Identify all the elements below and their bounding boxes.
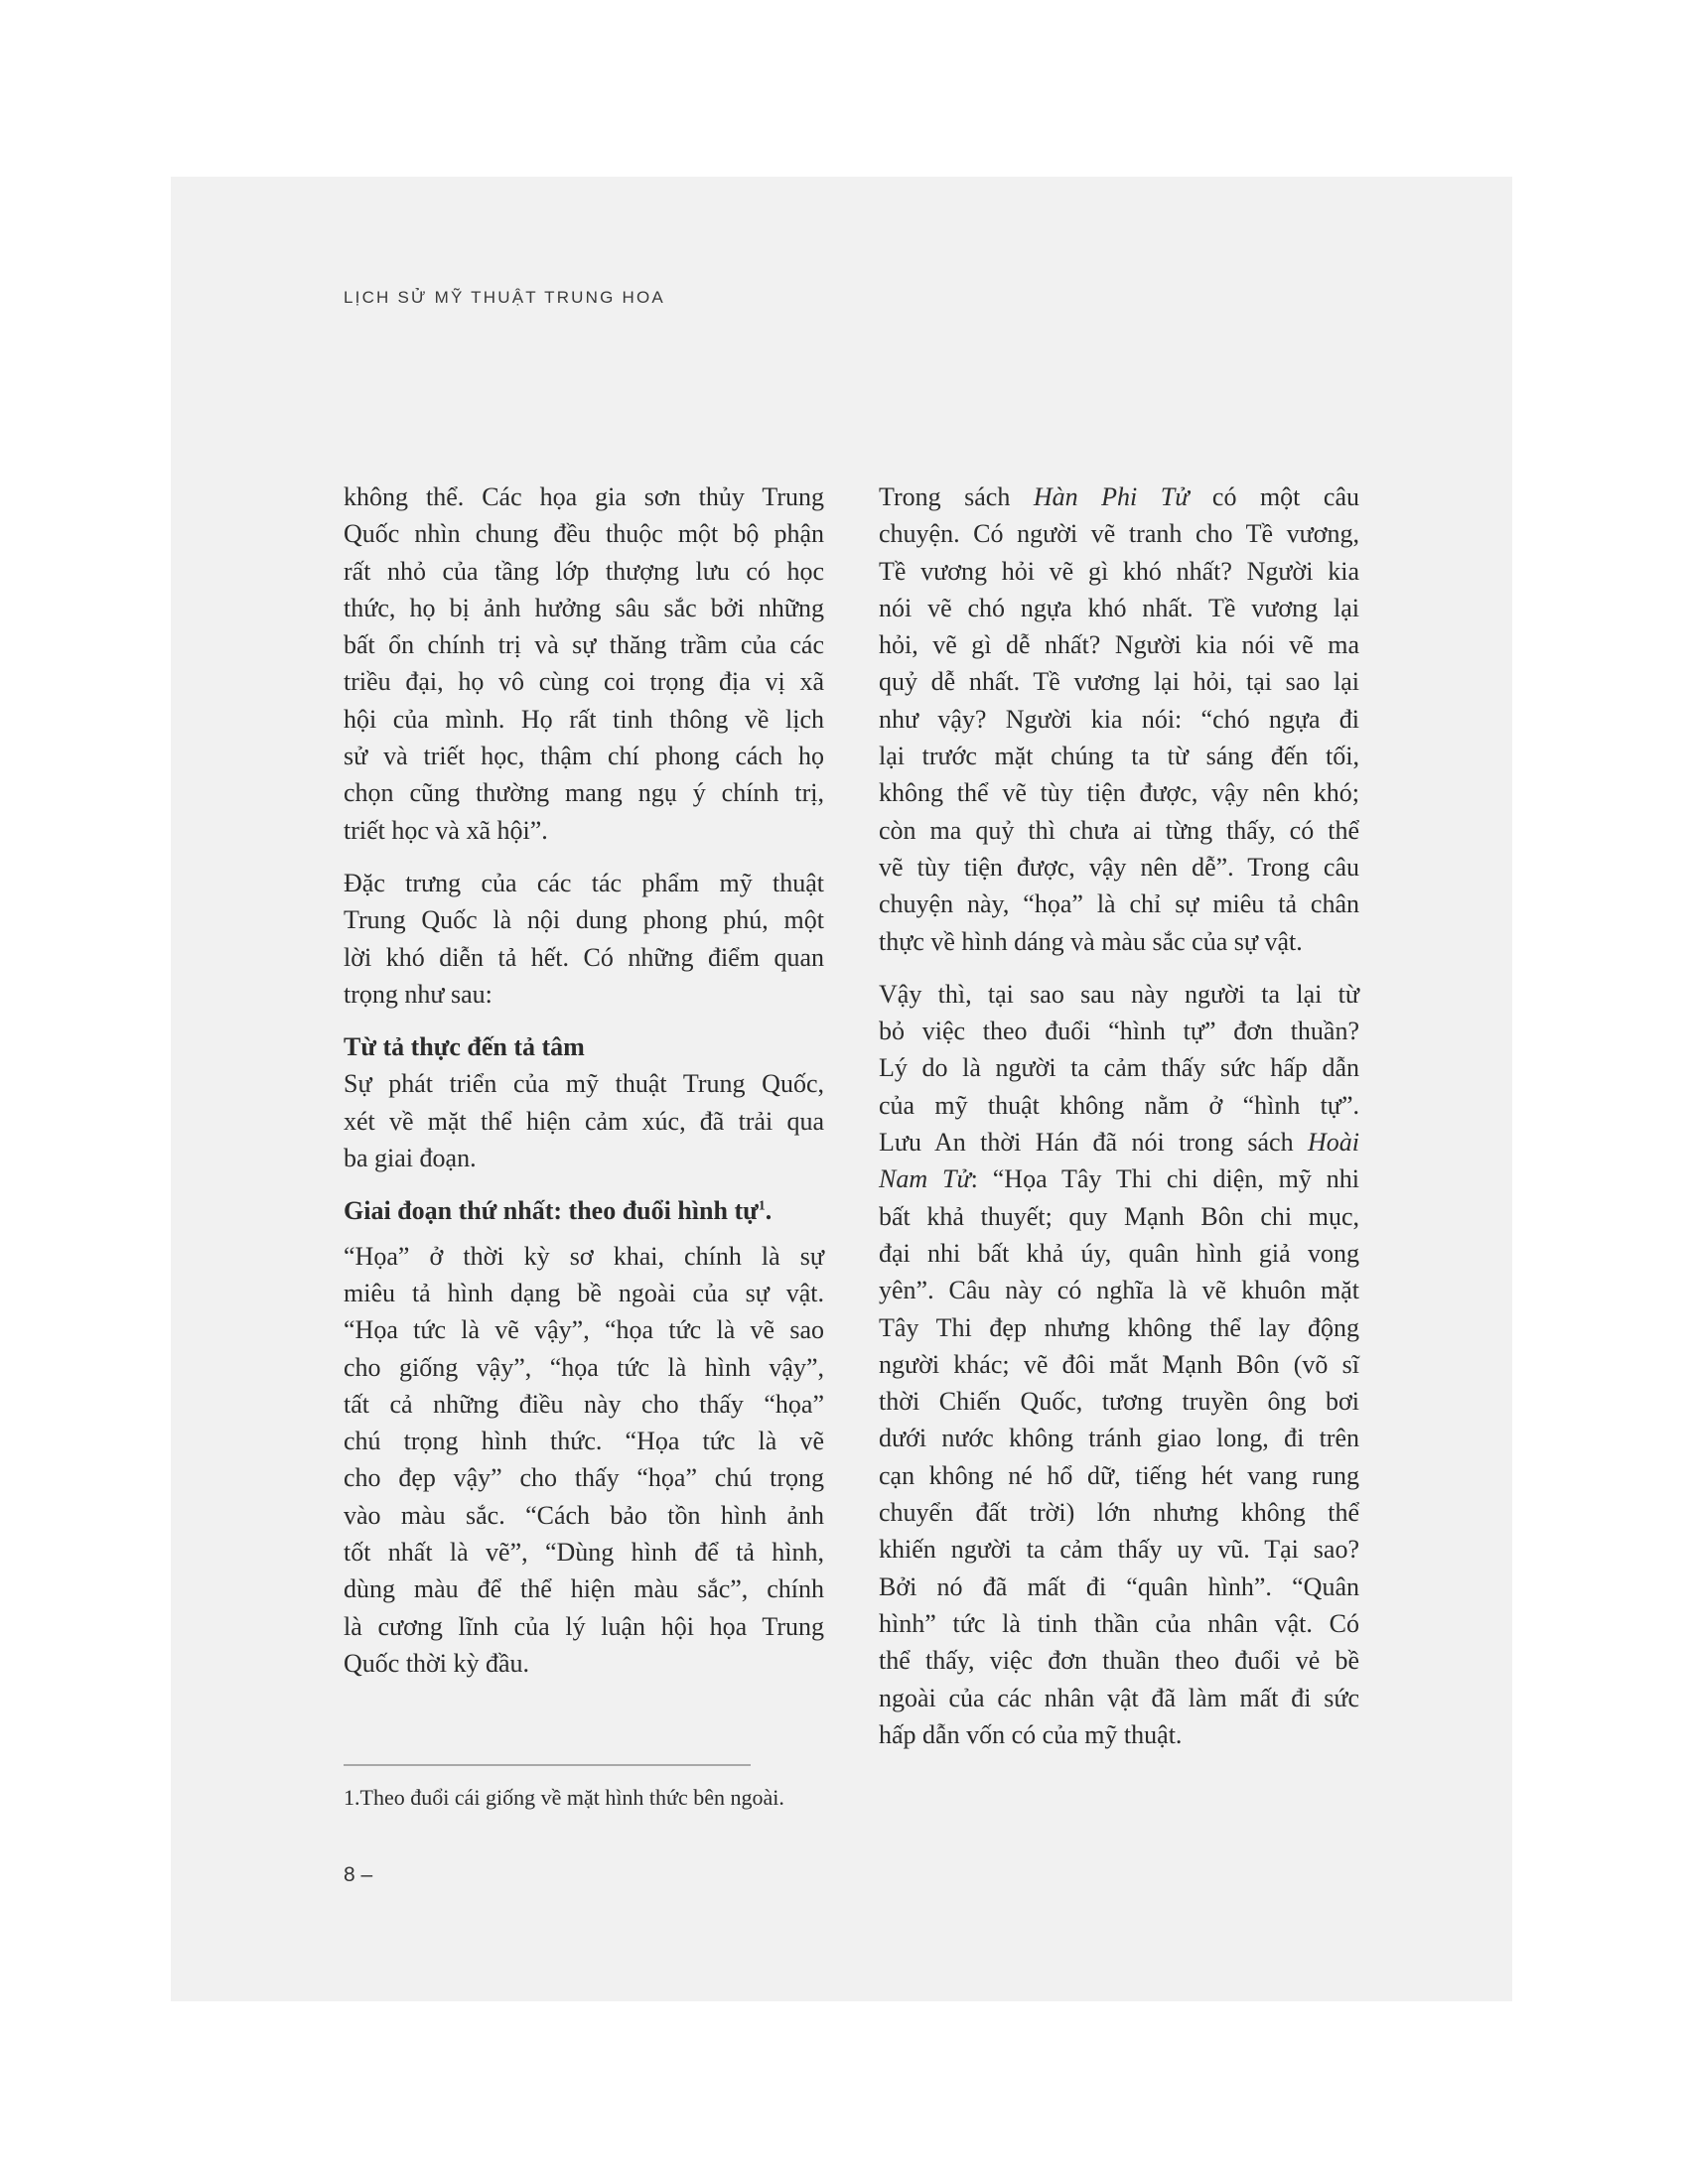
paragraph [879, 976, 1359, 1753]
text-line: hội của mình. Họ rất tinh thông về lịch [344, 704, 824, 734]
text-line: Tề vương hỏi vẽ gì khó nhất? Người kia [879, 556, 1359, 586]
footnote-ref[interactable]: 1 [758, 1198, 766, 1214]
text-line: triều đại, họ vô cùng coi trọng địa vị xã [344, 667, 824, 697]
text-line: bất ổn chính trị và sự thăng trầm của các [344, 630, 824, 660]
text-line: Nam Tử: “Họa Tây Thi chi diện, mỹ nhi [879, 1164, 1359, 1194]
text-line: bỏ việc theo đuổi “hình tự” đơn thuần? [879, 1017, 1359, 1046]
text-line: dùng màu để thể hiện màu sắc”, chính [344, 1574, 824, 1604]
text-line: miêu tả hình dạng bề ngoài của sự vật. [344, 1278, 824, 1307]
text-line: cạn không né hổ dữ, tiếng hét vang rung [879, 1460, 1359, 1490]
section-heading [344, 1028, 824, 1065]
text-line: Lưu An thời Hán đã nói trong sách Hoài [879, 1128, 1359, 1158]
right-column [879, 478, 1359, 1769]
text-line: Quốc thời kỳ đầu. [344, 1648, 530, 1678]
paragraph [879, 478, 1359, 960]
text-line: chú trọng hình thức. “Họa tức là vẽ [344, 1427, 824, 1456]
text-line: bất khả thuyết; quy Mạnh Bôn chi mục, [879, 1201, 1359, 1231]
text-line: tốt nhất là vẽ”, “Dùng hình để tả hình, [344, 1538, 824, 1568]
text-line: Vậy thì, tại sao sau này người ta lại từ [879, 979, 1359, 1009]
text-line: Trung Quốc là nội dung phong phú, một [344, 905, 824, 935]
paragraph [344, 865, 824, 1013]
text-line: quỷ dễ nhất. Tề vương lại hỏi, tại sao lại [879, 667, 1359, 697]
text-line: chọn cũng thường mang ngụ ý chính trị, [344, 778, 824, 808]
text-line: Giai đoạn thứ nhất: theo đuổi hình tự$^1$. [344, 1196, 773, 1226]
text-line: hình” tức là tinh thần của nhân vật. Có [879, 1608, 1359, 1638]
text-line: thể thấy, việc đơn thuần theo đuổi vẻ bề [879, 1646, 1359, 1676]
text-line: không thể vẽ tùy tiện được, vậy nên khó; [879, 778, 1359, 808]
italic-title: Nam Tử [879, 1164, 971, 1194]
text-line: rất nhỏ của tầng lớp thượng lưu có học [344, 556, 824, 586]
text-line: Trong sách Hàn Phi Tử có một câu [879, 482, 1359, 511]
text-line: chuyển đất trời) lớn nhưng không thể [879, 1498, 1359, 1528]
text-line: xét về mặt thể hiện cảm xúc, đã trải qua [344, 1106, 824, 1136]
text-line: ba giai đoạn. [344, 1144, 477, 1173]
text-line: Sự phát triển của mỹ thuật Trung Quốc, [344, 1069, 824, 1099]
text-line: hỏi, vẽ gì dễ nhất? Người kia nói vẽ ma [879, 630, 1359, 660]
text-line: “Họa” ở thời kỳ sơ khai, chính là sự [344, 1241, 824, 1271]
text-line: hấp dẫn vốn có của mỹ thuật. [879, 1719, 1183, 1749]
text-line: Đặc trưng của các tác phẩm mỹ thuật [344, 868, 824, 897]
text-line: Quốc nhìn chung đều thuộc một bộ phận [344, 519, 824, 549]
text-line: khiến người ta cảm thấy uy vũ. Tại sao? [879, 1535, 1359, 1565]
text-line: của mỹ thuật không nằm ở “hình tự”. [879, 1090, 1359, 1120]
text-line: sử và triết học, thậm chí phong cách họ [344, 742, 824, 771]
page-number: 8 – [344, 1863, 373, 1886]
paragraph [344, 1065, 824, 1176]
text-line: lại trước mặt chúng ta từ sáng đến tối, [879, 742, 1359, 771]
text-line: là cương lĩnh của lý luận hội họa Trung [344, 1611, 824, 1641]
text-line: Lý do là người ta cảm thấy sức hấp dẫn [879, 1053, 1359, 1083]
text-line: thức, họ bị ảnh hưởng sâu sắc bởi những [344, 593, 824, 622]
text-line: cho đẹp vậy” cho thấy “họa” chú trọng [344, 1463, 824, 1493]
paragraph [344, 478, 824, 849]
text-line: tất cả những điều này cho thấy “họa” [344, 1389, 824, 1419]
text-line: Bởi nó đã mất đi “quân hình”. “Quân [879, 1571, 1359, 1601]
text-line: thực về hình dáng và màu sắc của sự vật. [879, 926, 1303, 956]
italic-title: Hàn Phi Tử [1033, 482, 1190, 511]
text-line: người khác; vẽ đôi mắt Mạnh Bôn (võ sĩ [879, 1349, 1359, 1379]
section-heading [344, 1192, 824, 1229]
text-line: vào màu sắc. “Cách bảo tồn hình ảnh [344, 1500, 824, 1530]
text-line: lời khó diễn tả hết. Có những điểm quan [344, 942, 824, 972]
text-line: không thể. Các họa gia sơn thủy Trung [344, 482, 824, 511]
paragraph [344, 1238, 824, 1683]
text-line: vẽ tùy tiện được, vậy nên dễ”. Trong câu [879, 852, 1359, 882]
text-line: thời Chiến Quốc, tương truyền ông bơi [879, 1387, 1359, 1417]
left-column [344, 478, 824, 1698]
text-line: chuyện. Có người vẽ tranh cho Tề vương, [879, 519, 1359, 549]
text-line: trọng như sau: [344, 979, 492, 1009]
text-line: triết học và xã hội”. [344, 815, 548, 845]
text-line: còn ma quỷ thì chưa ai từng thấy, có thể [879, 815, 1359, 845]
footnote-divider [344, 1764, 751, 1766]
footnote: 1.Theo đuổi cái giống về mặt hình thức bên ngoài. [344, 1785, 784, 1810]
text-line: nói vẽ chó ngựa khó nhất. Tề vương lại [879, 593, 1359, 622]
text-line: như vậy? Người kia nói: “chó ngựa đi [879, 704, 1359, 734]
text-line: “Họa tức là vẽ vậy”, “họa tức là vẽ sao [344, 1315, 824, 1345]
text-line: đại nhi bất khả úy, quân hình giả vong [879, 1238, 1359, 1268]
text-line: ngoài của các nhân vật đã làm mất đi sức [879, 1683, 1359, 1712]
text-line: dưới nước không tránh giao long, đi trên [879, 1424, 1359, 1453]
text-line: Tây Thi đẹp nhưng không thể lay động [879, 1312, 1359, 1342]
italic-title: Hoài [1308, 1128, 1359, 1158]
text-line: yên”. Câu này có nghĩa là vẽ khuôn mặt [879, 1276, 1359, 1305]
text-line: cho giống vậy”, “họa tức là hình vậy”, [344, 1352, 824, 1382]
text-line: Từ tả thực đến tả tâm [344, 1032, 585, 1062]
text-line: chuyện này, “họa” là chỉ sự miêu tả chân [879, 889, 1359, 919]
running-head: LỊCH SỬ MỸ THUẬT TRUNG HOA [344, 288, 665, 307]
